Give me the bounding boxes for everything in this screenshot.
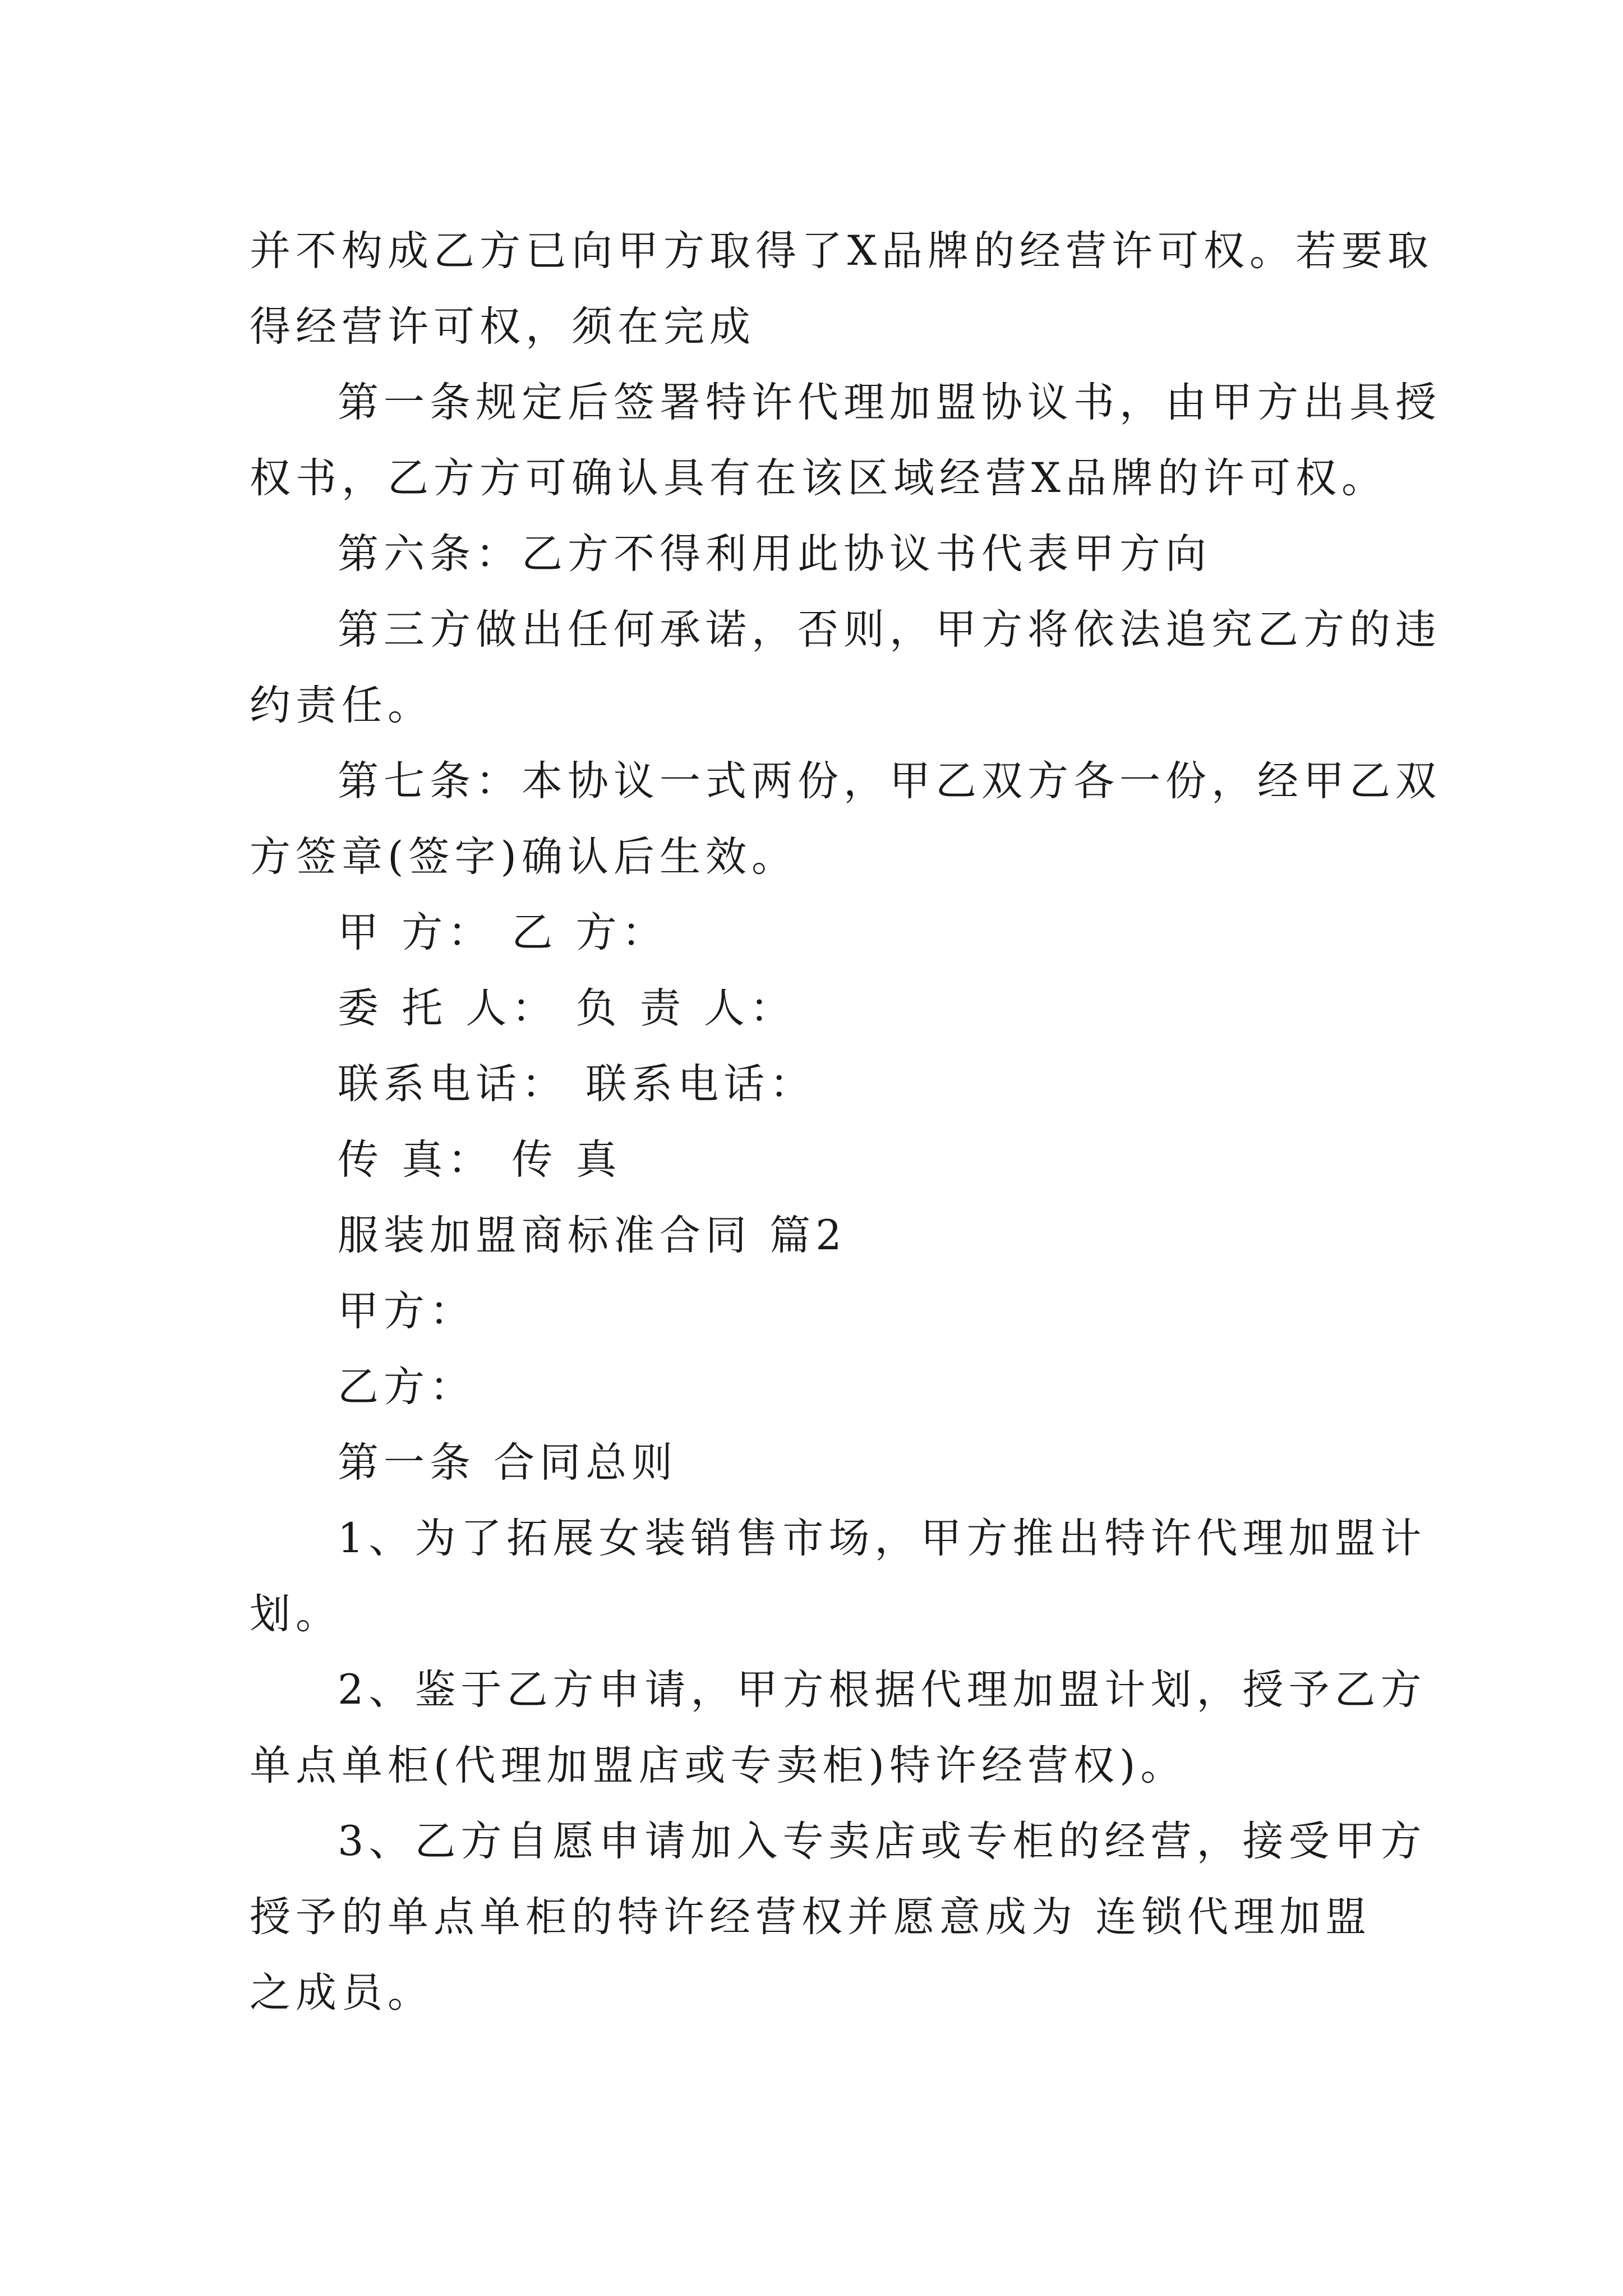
text-line-9: 方签章(签字)确认后生效。	[250, 833, 797, 881]
text-line-1: 并不构成乙方已向甲方取得了X品牌的经营许可权。若要取	[250, 227, 1433, 275]
clause-3-line-2: 授予的单点单柜的特许经营权并愿意成为 连锁代理加盟	[250, 1893, 1372, 1941]
text-line-4: 权书，乙方方可确认具有在该区域经营X品牌的许可权。	[250, 454, 1387, 502]
fax-line: 传 真： 传 真	[338, 1136, 622, 1184]
text-line-2: 得经营许可权，须在完成	[250, 303, 755, 351]
clause-1-line-2: 划。	[250, 1590, 342, 1638]
clause-1-line-1: 1、为了拓展女装销售市场，甲方推出特许代理加盟计	[338, 1515, 1427, 1562]
text-line-5: 第六条：乙方不得利用此协议书代表甲方向	[338, 530, 1211, 578]
text-line-8: 第七条：本协议一式两份，甲乙双方各一份，经甲乙双	[338, 757, 1441, 805]
party-b-line: 乙方：	[338, 1363, 476, 1411]
text-line-6: 第三方做出任何承诺，否则，甲方将依法追究乙方的违	[338, 606, 1441, 654]
clause-2-line-1: 2、鉴于乙方申请，甲方根据代理加盟计划，授予乙方	[338, 1666, 1427, 1714]
party-a-line: 甲方：	[338, 1287, 476, 1335]
article-heading: 第一条 合同总则	[338, 1439, 678, 1487]
agent-line: 委 托 人： 负 责 人：	[338, 984, 796, 1032]
clause-3-line-1: 3、乙方自愿申请加入专卖店或专柜的经营，接受甲方	[338, 1818, 1427, 1865]
text-line-7: 约责任。	[250, 682, 434, 729]
section-heading: 服装加盟商标准合同 篇2	[338, 1212, 847, 1259]
text-line-3: 第一条规定后签署特许代理加盟协议书，由甲方出具授	[338, 379, 1441, 426]
party-line: 甲 方： 乙 方：	[338, 909, 668, 956]
clause-2-line-2: 单点单柜(代理加盟店或专卖柜)特许经营权)。	[250, 1742, 1187, 1789]
phone-line: 联系电话： 联系电话：	[338, 1060, 816, 1108]
clause-3-line-3: 之成员。	[250, 1969, 434, 2017]
